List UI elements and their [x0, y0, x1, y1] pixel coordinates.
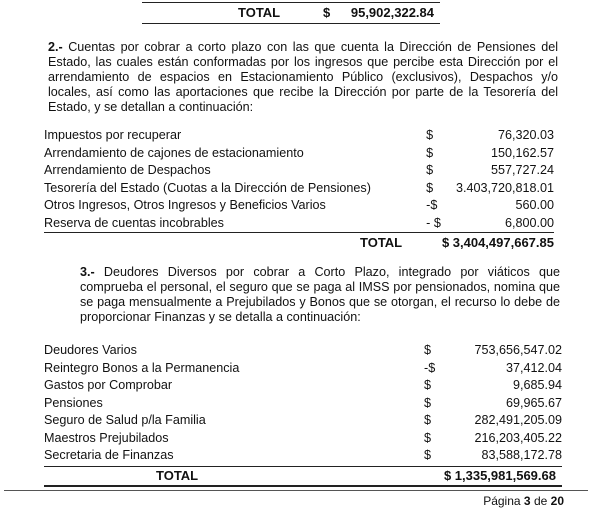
row-description: Maestros Prejubilados	[44, 430, 169, 445]
table-row	[44, 430, 562, 448]
page-total: 20	[550, 494, 564, 508]
row-amount: 150,162.57	[490, 145, 554, 160]
page-rule	[4, 490, 588, 491]
row-amount: 6,800.00	[456, 215, 554, 233]
section-2-paragraph	[48, 40, 558, 115]
row-amount: 83,588,172.78	[481, 448, 562, 462]
table-row	[44, 447, 562, 465]
section-text: Deudores Diversos por cobrar a Corto Plazo, integrado por viáticos que comprueba el personal, el seguro que se paga al IMSS por pensionados, nomina que se paga mensualmente a Prejubilados y Bonos que se otorgan, el recurso lo debe de proporcionar Finanzas y se detalla a continuación:	[80, 265, 560, 324]
row-description: Pensiones	[44, 395, 103, 410]
row-amount: 216,203,405.22	[474, 430, 562, 445]
double-underline	[44, 486, 562, 487]
row-amount: 753,656,547.02	[474, 343, 562, 357]
section-3-paragraph	[80, 265, 560, 325]
total-label: TOTAL	[360, 235, 403, 250]
page-prefix: Página	[483, 494, 521, 508]
row-description: Impuestos por recuperar	[44, 128, 182, 142]
section-3-total	[44, 466, 562, 486]
table-row	[44, 395, 562, 413]
row-currency: $	[424, 378, 432, 392]
row-amount: 76,320.03	[497, 128, 554, 142]
row-amount: 282,491,205.09	[474, 413, 562, 427]
row-amount: 557,727.24	[490, 163, 554, 177]
row-description: Tesorería del Estado (Cuotas a la Dirección de Pensiones)	[44, 180, 371, 195]
row-currency: -$	[426, 198, 438, 212]
row-description: Arrendamiento de cajones de estacionamiento	[44, 145, 304, 160]
row-description: Deudores Varios	[44, 343, 137, 357]
row-description: Reintegro Bonos a la Permanencia	[44, 360, 240, 375]
total-amount: 95,902,322.84	[350, 5, 434, 20]
row-currency: $	[424, 395, 432, 410]
row-currency: - $	[426, 215, 456, 233]
row-currency: $	[426, 163, 434, 177]
row-currency: $	[424, 343, 432, 357]
table-row	[44, 377, 562, 395]
section-number: 3.-	[80, 265, 95, 279]
row-currency: $	[424, 430, 432, 445]
page-number: 3	[523, 494, 531, 508]
page-of: de	[533, 494, 548, 508]
row-description: Seguro de Salud p/la Familia	[44, 413, 206, 427]
table-row	[44, 360, 562, 378]
row-currency: $	[426, 145, 434, 160]
total-label: TOTAL	[238, 5, 281, 20]
row-currency: $	[424, 413, 432, 427]
row-description: Gastos por Comprobar	[44, 378, 173, 392]
row-description: Secretaria de Finanzas	[44, 448, 174, 462]
total-amount: $ 3,404,497,667.85	[441, 235, 554, 250]
row-currency: $	[426, 180, 434, 195]
previous-section-total	[142, 2, 440, 24]
section-2-table	[44, 127, 554, 233]
table-row	[44, 145, 554, 163]
row-amount: 37,412.04	[505, 360, 562, 375]
table-row	[44, 197, 554, 215]
row-amount: 560.00	[515, 198, 554, 212]
row-currency: -$	[424, 360, 436, 375]
table-row	[44, 412, 562, 430]
table-row	[44, 215, 554, 233]
row-amount: 3.403,720,818.01	[455, 180, 554, 195]
table-row	[44, 180, 554, 198]
row-amount: 69,965.67	[505, 395, 562, 410]
row-amount: 9,685.94	[512, 378, 562, 392]
row-description: Otros Ingresos, Otros Ingresos y Beneficios Varios	[44, 198, 326, 212]
section-2-total	[360, 234, 560, 252]
total-amount: $ 1,335,981,569.68	[443, 468, 556, 483]
row-description: Reserva de cuentas incobrables	[44, 215, 426, 233]
section-number: 2.-	[48, 40, 63, 54]
row-description: Arrendamiento de Despachos	[44, 163, 211, 177]
table-row	[44, 127, 554, 145]
table-row	[44, 342, 562, 360]
page-footer	[483, 494, 564, 508]
total-label: TOTAL	[156, 468, 199, 483]
currency-symbol: $	[323, 5, 331, 20]
row-currency: $	[424, 448, 432, 462]
table-row	[44, 162, 554, 180]
section-3-table	[44, 342, 562, 465]
row-currency: $	[426, 128, 434, 142]
section-text: Cuentas por cobrar a corto plazo con las que cuenta la Dirección de Pensiones del Estado, las cuales están conformadas por los ingresos que percibe esta Dirección por el arrendamiento de espacios en Estacionamiento Público (exclusivos), Despachos y/o locales, así como las aportaciones que recibe la Dirección por parte de la Tesorería del Estado, y se detallan a continuación:	[48, 40, 558, 114]
